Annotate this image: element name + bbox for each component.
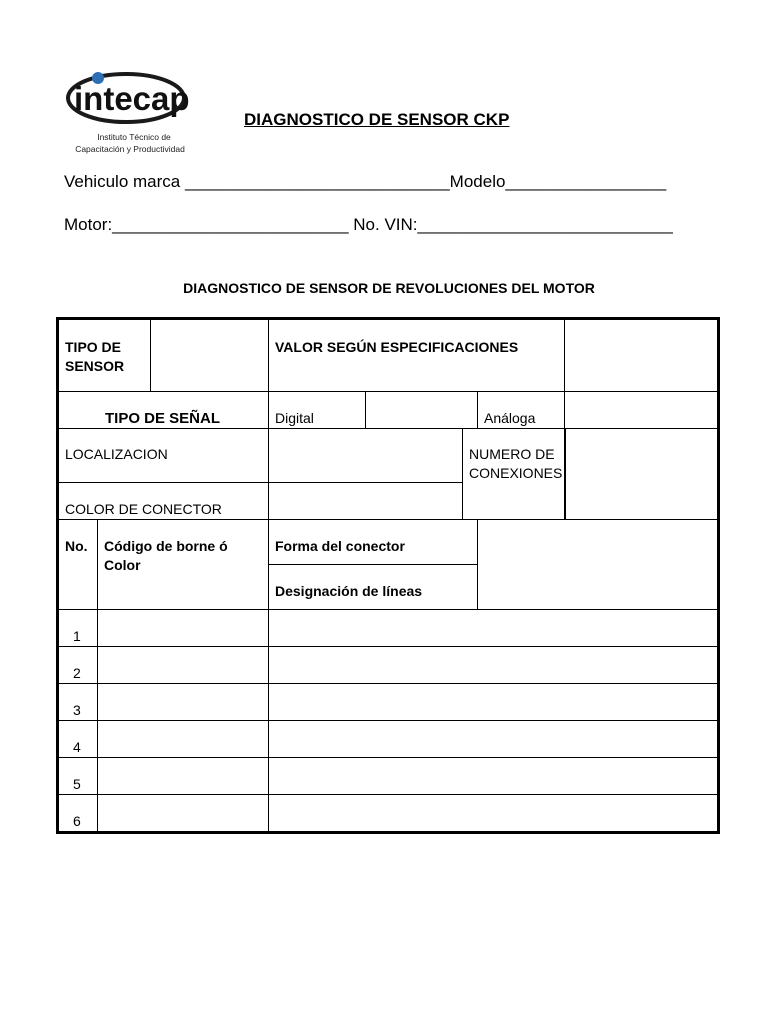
designacion-cell[interactable] (269, 647, 719, 684)
no-header: No. (58, 520, 98, 610)
diagnostic-table (56, 317, 720, 834)
codigo-borne-cell[interactable] (98, 795, 269, 833)
digital-check[interactable] (366, 392, 478, 429)
designacion-cell[interactable] (269, 721, 719, 758)
section-title: DIAGNOSTICO DE SENSOR DE REVOLUCIONES DEL MOTOR (183, 280, 595, 296)
valor-especificaciones-value[interactable] (565, 319, 719, 392)
color-conector-value[interactable] (269, 483, 463, 520)
document-title: DIAGNOSTICO DE SENSOR CKP (244, 110, 510, 129)
localizacion-value[interactable] (269, 429, 463, 483)
designacion-cell[interactable] (269, 795, 719, 833)
designacion-cell[interactable] (269, 684, 719, 721)
valor-especificaciones-label: VALOR SEGÚN ESPECIFICACIONES (269, 319, 565, 392)
tipo-senal-label: TIPO DE SEÑAL (58, 392, 269, 429)
tipo-sensor-value[interactable] (151, 319, 269, 392)
designacion-lineas-label: Designación de líneas (269, 565, 478, 610)
row-number: 4 (58, 721, 98, 758)
intecap-logo (64, 64, 204, 160)
codigo-borne-cell[interactable] (98, 684, 269, 721)
digital-label: Digital (269, 392, 366, 429)
row-number: 5 (58, 758, 98, 795)
forma-conector-label: Forma del conector (269, 520, 478, 565)
conector-drawing-area[interactable] (478, 520, 719, 610)
codigo-borne-cell[interactable] (98, 758, 269, 795)
row-number: 3 (58, 684, 98, 721)
codigo-borne-header: Código de borne ó Color (98, 520, 269, 610)
row-number: 2 (58, 647, 98, 684)
logo-subtitle-1: Instituto Técnico de (97, 132, 171, 142)
designacion-cell[interactable] (269, 758, 719, 795)
numero-conexiones-label: NUMERO DE CONEXIONES (463, 429, 565, 520)
designacion-cell[interactable] (269, 610, 719, 647)
motor-vin-line[interactable]: Motor:_________________________ No. VIN:___________________________ (64, 215, 673, 234)
vehiculo-modelo-line[interactable]: Vehiculo marca ____________________________Modelo_________________ (64, 172, 667, 191)
codigo-borne-cell[interactable] (98, 721, 269, 758)
numero-conexiones-value[interactable] (565, 429, 719, 520)
codigo-borne-cell[interactable] (98, 647, 269, 684)
analoga-label: Análoga (478, 392, 565, 429)
analoga-check[interactable] (565, 392, 719, 429)
row-number: 1 (58, 610, 98, 647)
tipo-sensor-label: TIPO DE SENSOR (58, 319, 151, 392)
row-number: 6 (58, 795, 98, 833)
codigo-borne-cell[interactable] (98, 610, 269, 647)
logo-subtitle-2: Capacitación y Productividad (75, 144, 185, 154)
localizacion-label: LOCALIZACION (58, 429, 269, 483)
logo-wordmark: intecap (74, 80, 190, 117)
color-conector-label: COLOR DE CONECTOR (58, 483, 269, 520)
